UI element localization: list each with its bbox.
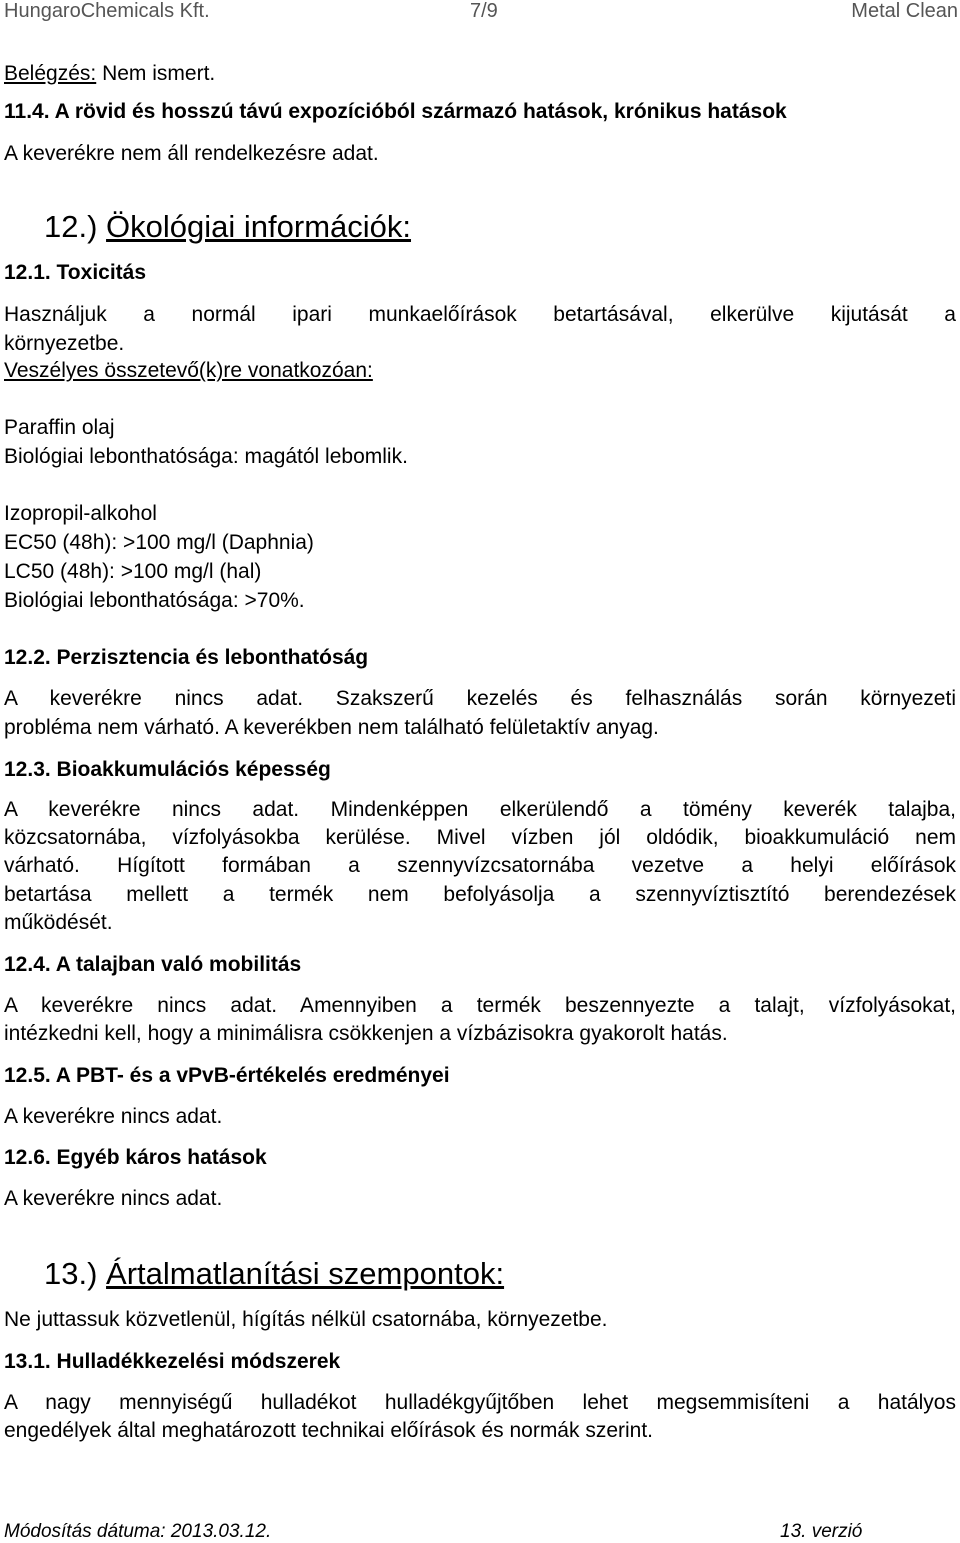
section-12-title	[44, 207, 411, 247]
section-12-number: 12.)	[44, 209, 98, 244]
paragraph-12-6: A keverékre nincs adat.	[4, 1187, 223, 1210]
paragraph-13: Ne juttassuk közvetlenül, hígítás nélkül csatornába, környezetbe.	[4, 1308, 608, 1331]
heading-12-3: 12.3. Bioakkumulációs képesség	[4, 758, 331, 781]
paragraph-12-1-line-1: Használjuk a normál ipari munkaelőírások betartásával, elkerülve kijutását a	[4, 303, 956, 326]
paragraph-12-1-line-2: környezetbe.	[4, 332, 125, 355]
paragraph-12-4-line-2: intézkedni kell, hogy a minimálisra csökkenjen a vízbázisokra gyakorolt hatás.	[4, 1022, 728, 1045]
inhalation-value: Nem ismert.	[96, 62, 216, 85]
paragraph-12-4-line-1: A keverékre nincs adat. Amennyiben a termék beszennyezte a talajt, vízfolyásokat,	[4, 994, 956, 1017]
heading-13-1: 13.1. Hulladékkezelési módszerek	[4, 1350, 341, 1373]
section-13-title	[44, 1254, 504, 1294]
paraffin-biodegradability: Biológiai lebonthatósága: magától lebomlik.	[4, 445, 408, 468]
paraffin-name: Paraffin olaj	[4, 416, 115, 439]
paragraph-12-5: A keverékre nincs adat.	[4, 1105, 223, 1128]
paragraph-12-3-line-3: várható. Hígított formában a szennyvízcsatornába vezetve a helyi előírások	[4, 854, 956, 877]
heading-12-2: 12.2. Perzisztencia és lebonthatóság	[4, 646, 369, 669]
paragraph-12-3-line-2: közcsatornába, vízfolyásokba kerülése. Mivel vízben jól oldódik, bioakkumuláció nem	[4, 826, 956, 849]
paragraph-12-2-line-2: probléma nem várható. A keverékben nem található felületaktív anyag.	[4, 716, 659, 739]
ipa-ec50: EC50 (48h): >100 mg/l (Daphnia)	[4, 531, 314, 554]
heading-12-4: 12.4. A talajban való mobilitás	[4, 953, 302, 976]
paragraph-12-3-line-1: A keverékre nincs adat. Mindenképpen elkerülendő a tömény keverék talajba,	[4, 798, 956, 821]
section-13-title-text: Ártalmatlanítási szempontok:	[106, 1256, 505, 1291]
ipa-biodegradability: Biológiai lebonthatósága: >70%.	[4, 589, 305, 612]
paragraph-13-1-line-2: engedélyek által meghatározott technikai előírások és normák szerint.	[4, 1419, 654, 1442]
paragraph-11-4: A keverékre nem áll rendelkezésre adat.	[4, 142, 379, 165]
footer-modification-date: Módosítás dátuma: 2013.03.12.	[4, 1521, 272, 1542]
header-product: Metal Clean	[851, 0, 958, 22]
ipa-lc50: LC50 (48h): >100 mg/l (hal)	[4, 560, 262, 583]
footer-version: 13. verzió	[780, 1521, 863, 1542]
heading-12-5: 12.5. A PBT- és a vPvB-értékelés eredményei	[4, 1064, 450, 1087]
heading-12-6: 12.6. Egyéb káros hatások	[4, 1146, 267, 1169]
paragraph-13-1-line-1: A nagy mennyiségű hulladékot hulladékgyűjtőben lehet megsemmisíteni a hatályos	[4, 1391, 956, 1414]
section-13-number: 13.)	[44, 1256, 98, 1291]
paragraph-12-2-line-1: A keverékre nincs adat. Szakszerű kezelés és felhasználás során környezeti	[4, 687, 956, 710]
ipa-name: Izopropil-alkohol	[4, 502, 157, 525]
heading-11-4: 11.4. A rövid és hosszú távú expozícióból származó hatások, krónikus hatások	[4, 100, 787, 123]
paragraph-12-3-line-5: működését.	[4, 911, 113, 934]
header-page-number: 7/9	[470, 0, 498, 22]
heading-12-1: 12.1. Toxicitás	[4, 261, 147, 284]
header-company: HungaroChemicals Kft.	[4, 0, 210, 22]
inhalation-line	[4, 59, 215, 88]
paragraph-12-3-line-4: betartása mellett a termék nem befolyásolja a szennyvíztisztító berendezések	[4, 883, 956, 906]
inhalation-label: Belégzés:	[4, 62, 97, 85]
section-12-title-text: Ökológiai információk:	[106, 209, 412, 244]
hazardous-components-heading: Veszélyes összetevő(k)re vonatkozóan:	[4, 359, 373, 382]
